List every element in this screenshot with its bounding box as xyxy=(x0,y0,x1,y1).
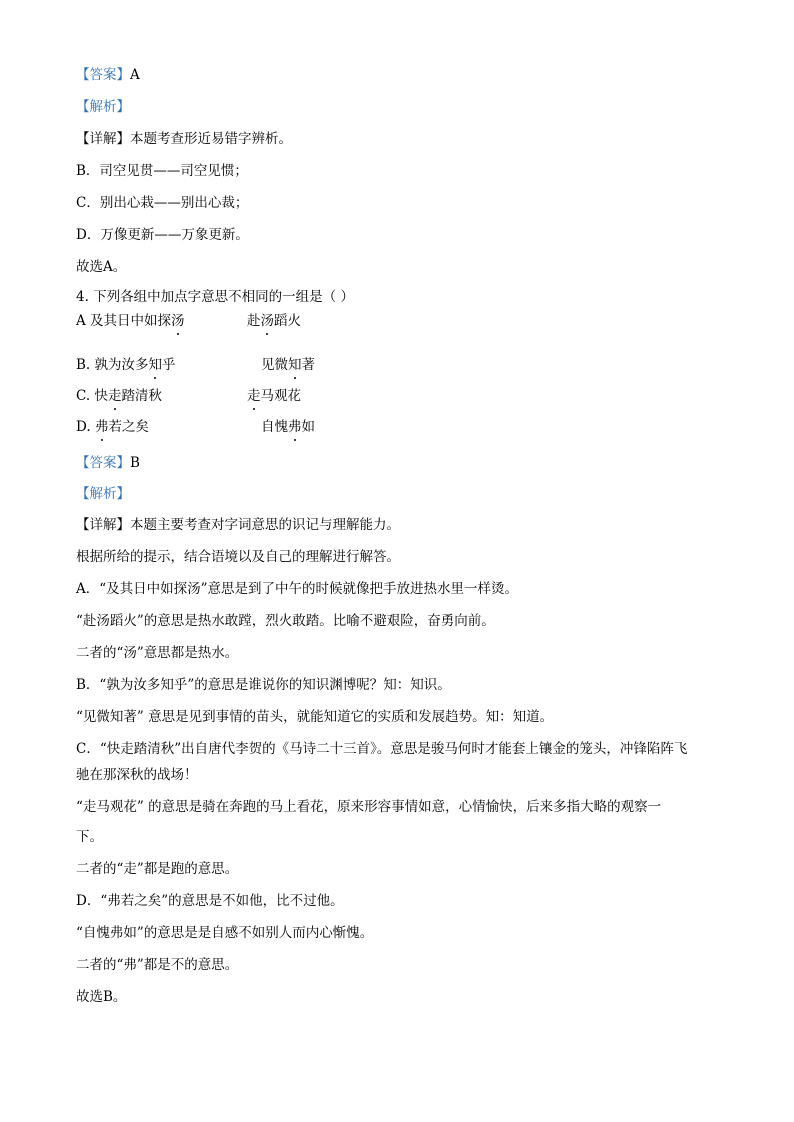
option-b-left: B. 孰为汝多知乎 xyxy=(76,357,176,373)
explanation-line: “赴汤蹈火”的意思是热水敢蹚，烈火敢踏。比喻不避艰险，奋勇向前。 xyxy=(76,613,495,629)
option-b-right: 见微知著 xyxy=(261,357,315,373)
explanation-line: 驰在那深秋的战场！ xyxy=(76,767,198,783)
dotted-char: 走 xyxy=(107,388,122,404)
analysis-tag: 【解析】 xyxy=(76,99,130,115)
correction-d: D．万像更新——万象更新。 xyxy=(76,227,249,243)
analysis-tag: 【解析】 xyxy=(76,486,130,502)
dotted-char: 走 xyxy=(247,388,261,404)
option-c-left: C. 快走踏清秋 xyxy=(76,388,162,404)
dotted-char: 弗 xyxy=(94,419,109,435)
dotted-char: 汤 xyxy=(171,313,185,329)
answer-value: B xyxy=(130,455,140,471)
option-a-left: A 及其日中如探汤 xyxy=(76,313,185,329)
explanation-line: 故选B。 xyxy=(76,989,127,1005)
explanation-line: B．“孰为汝多知乎”的意思是谁说你的知识渊博呢？知：知识。 xyxy=(76,677,451,693)
question-stem: 4. 下列各组中加点字意思不相同的一组是（ ） xyxy=(76,289,354,305)
option-a-right: 赴汤蹈火 xyxy=(247,313,301,329)
explanation-line: 二者的“弗”都是不的意思。 xyxy=(76,957,239,973)
option-d-left: D. 弗若之矣 xyxy=(76,419,149,435)
conclusion-line: 故选A。 xyxy=(76,259,127,275)
answer-tag: 【答案】 xyxy=(76,67,130,83)
correction-c: C．别出心栽——别出心裁； xyxy=(76,195,249,211)
answer-value: A xyxy=(130,67,140,83)
explanation-line: D．“弗若之矣”的意思是不如他，比不过他。 xyxy=(76,893,344,909)
option-d-right: 自愧弗如 xyxy=(261,419,315,435)
answer-line-1 xyxy=(76,66,140,84)
detail-line: 【详解】本题考查形近易错字辨析。 xyxy=(76,131,292,147)
answer-tag: 【答案】 xyxy=(76,455,130,471)
dotted-char: 弗 xyxy=(288,419,302,435)
dotted-char: 知 xyxy=(148,357,163,373)
explanation-line: “见微知著” 意思是见到事情的苗头，就能知道它的实质和发展趋势。知：知道。 xyxy=(76,709,554,725)
explanation-line: 下。 xyxy=(76,829,103,845)
explanation-line: 二者的“汤”意思都是热水。 xyxy=(76,645,239,661)
explanation-line: “自愧弗如”的意思是是自感不如别人而内心惭愧。 xyxy=(76,925,374,941)
answer-line-2 xyxy=(76,454,140,472)
explanation-line: C．“快走踏清秋”出自唐代李贺的《马诗二十三首》。意思是骏马何时才能套上镶金的笼头，冲锋陷阵飞 xyxy=(76,741,688,757)
dotted-char: 汤 xyxy=(260,313,274,329)
explanation-line: A．“及其日中如探汤”意思是到了中午的时候就像把手放进热水里一样烫。 xyxy=(76,581,519,597)
explanation-line: 二者的“走”都是跑的意思。 xyxy=(76,861,239,877)
explanation-line: 根据所给的提示，结合语境以及自己的理解进行解答。 xyxy=(76,549,400,565)
dotted-char: 知 xyxy=(288,357,302,373)
explanation-line: “走马观花” 的意思是骑在奔跑的马上看花，原来形容事情如意，心情愉快，后来多指大略的观察一 xyxy=(76,799,662,815)
option-c-right: 走马观花 xyxy=(247,388,301,404)
correction-b: B．司空见贯——司空见惯； xyxy=(76,163,248,179)
explanation-line: 【详解】本题主要考查对字词意思的识记与理解能力。 xyxy=(76,517,400,533)
